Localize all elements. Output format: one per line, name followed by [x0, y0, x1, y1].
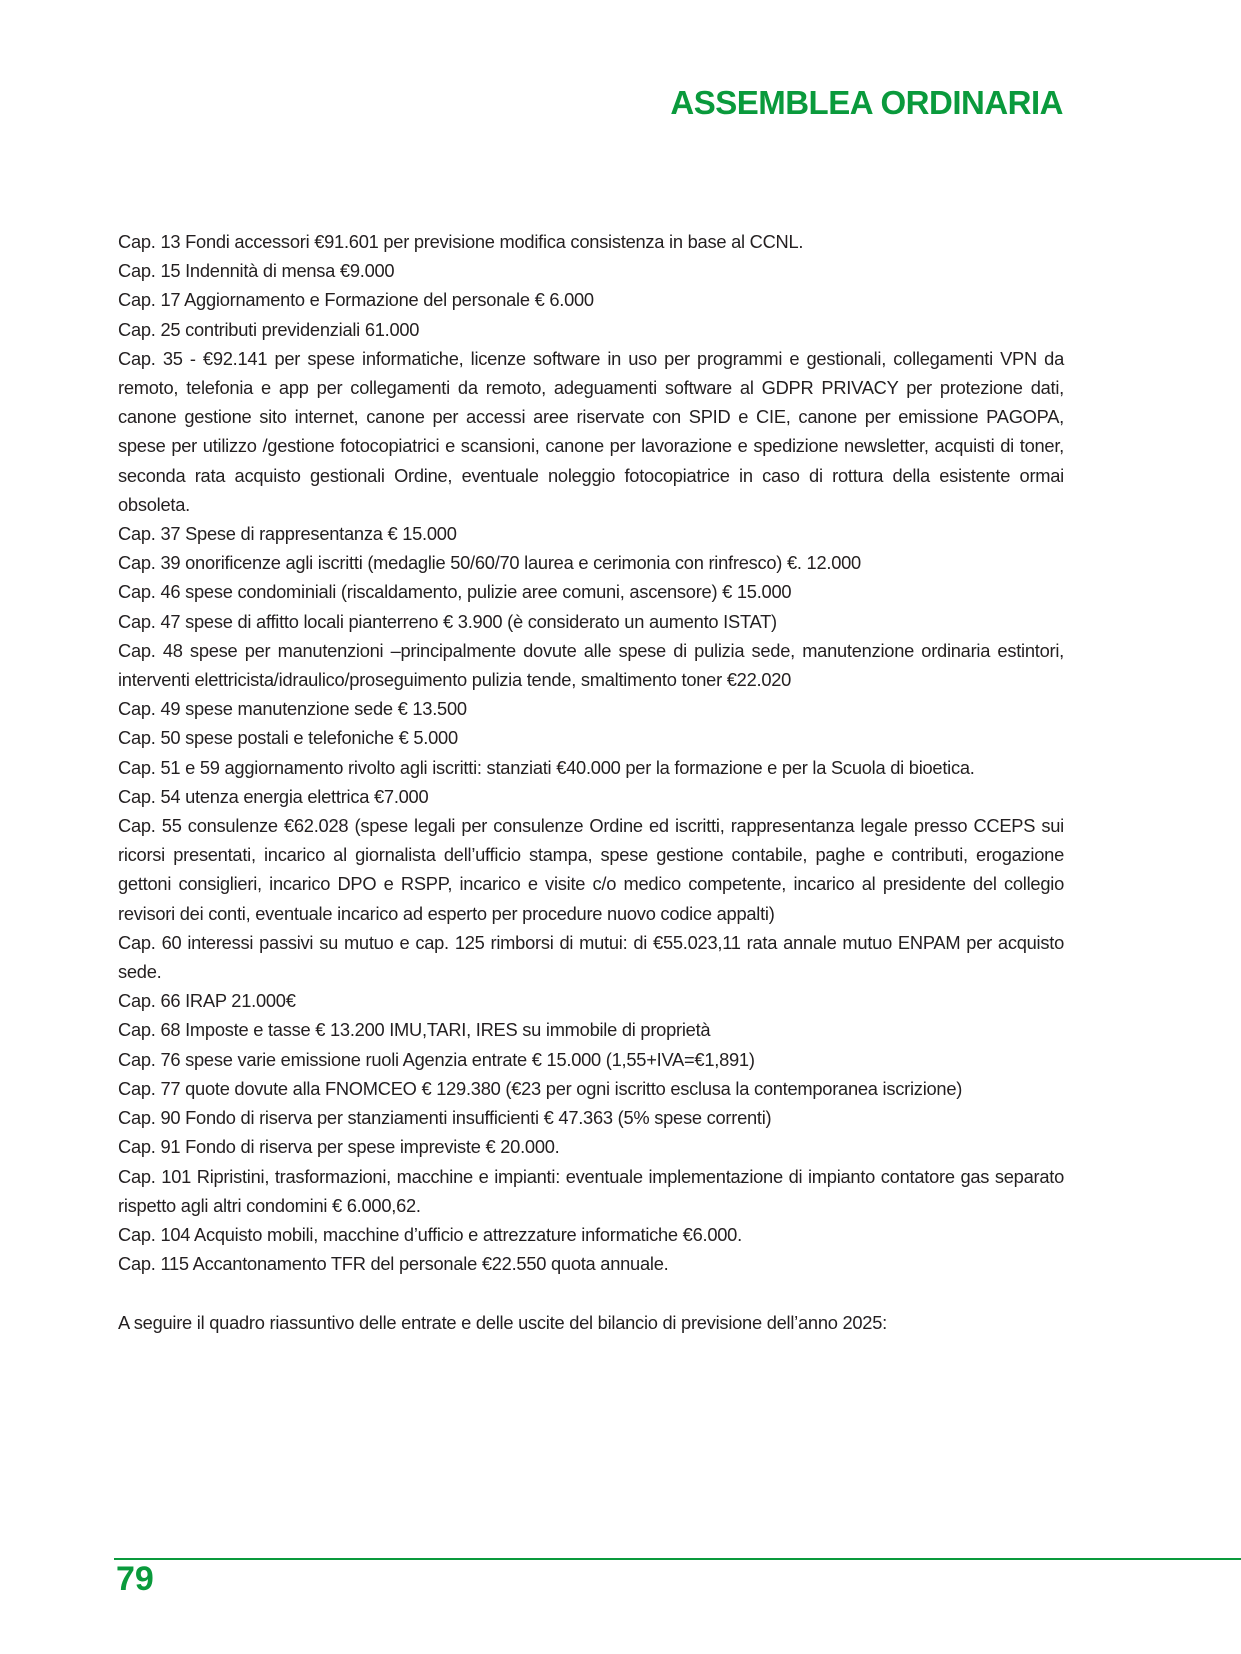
- budget-item-cap-76: Cap. 76 spese varie emissione ruoli Agenzia entrate € 15.000 (1,55+IVA=€1,891): [118, 1048, 755, 1070]
- page-number: 79: [116, 1560, 154, 1598]
- budget-item-cap-101: Cap. 101 Ripristini, trasformazioni, macchine e impianti: eventuale implementazione di impianto contatore gas separato rispetto agli altri condomini € 6.000,62.: [118, 1165, 1064, 1216]
- budget-item-cap-15: Cap. 15 Indennità di mensa €9.000: [118, 260, 395, 282]
- budget-item-cap-47: Cap. 47 spese di affitto locali pianterreno € 3.900 (è considerato un aumento ISTAT): [118, 610, 777, 632]
- budget-item-cap-104: Cap. 104 Acquisto mobili, macchine d’ufficio e attrezzature informatiche €6.000.: [118, 1223, 742, 1245]
- budget-item-cap-17: Cap. 17 Aggiornamento e Formazione del personale € 6.000: [118, 289, 594, 311]
- budget-item-cap-46: Cap. 46 spese condominiali (riscaldamento, pulizie aree comuni, ascensore) € 15.000: [118, 581, 792, 603]
- summary-paragraph: A seguire il quadro riassuntivo delle entrate e delle uscite del bilancio di previsione dell’anno 2025:: [118, 1312, 887, 1334]
- budget-item-cap-91: Cap. 91 Fondo di riserva per spese impreviste € 20.000.: [118, 1136, 560, 1158]
- budget-item-cap-115: Cap. 115 Accantonamento TFR del personale €22.550 quota annuale.: [118, 1253, 669, 1275]
- budget-item-cap-49: Cap. 49 spese manutenzione sede € 13.500: [118, 698, 467, 720]
- budget-items-list: [118, 227, 1064, 1338]
- budget-item-cap-60: Cap. 60 interessi passivi su mutuo e cap. 125 rimborsi di mutui: di €55.023,11 rata annale mutuo ENPAM per acquisto sede.: [118, 931, 1064, 983]
- budget-item-cap-35: Cap. 35 - €92.141 per spese informatiche, licenze software in uso per programmi e gestionali, collegamenti VPN da remoto, telefonia e app per collegamenti da remoto, adeguamenti software al GDPR PRIVACY per protezione dati, canone gestione sito internet, canone per accessi aree riservate con SPID e CIE, canone per emissione PAGOPA, spese per utilizzo /gestione fotocopiatrici e scansioni, canone per lavorazione e spedizione newsletter, acquisti di toner, seconda rata acquisto gestionali Ordine, eventuale noleggio fotocopiatrice in caso di rottura della esistente ormai obsoleta.: [118, 347, 1064, 515]
- budget-item-cap-39: Cap. 39 onorificenze agli iscritti (medaglie 50/60/70 laurea e cerimonia con rinfresco) €. 12.000: [118, 552, 861, 574]
- budget-item-cap-77: Cap. 77 quote dovute alla FNOMCEO € 129.380 (€23 per ogni iscritto esclusa la contemporanea iscrizione): [118, 1077, 963, 1099]
- budget-item-cap-37: Cap. 37 Spese di rappresentanza € 15.000: [118, 523, 457, 545]
- budget-item-cap-48: Cap. 48 spese per manutenzioni –principalmente dovute alle spese di pulizia sede, manutenzione ordinaria estintori, interventi elettricista/idraulico/proseguimento pulizia tende, smaltimento toner €22.020: [118, 639, 1064, 691]
- section-title: ASSEMBLEA ORDINARIA: [670, 84, 1063, 121]
- budget-item-cap-54: Cap. 54 utenza energia elettrica €7.000: [118, 785, 429, 807]
- budget-item-cap-68: Cap. 68 Imposte e tasse € 13.200 IMU,TARI, IRES su immobile di proprietà: [118, 1019, 711, 1041]
- budget-item-cap-90: Cap. 90 Fondo di riserva per stanziamenti insufficienti € 47.363 (5% spese correnti): [118, 1107, 772, 1129]
- budget-item-cap-13: Cap. 13 Fondi accessori €91.601 per previsione modifica consistenza in base al CCNL.: [118, 231, 804, 252]
- budget-item-cap-50: Cap. 50 spese postali e telefoniche € 5.000: [118, 727, 458, 749]
- budget-item-cap-25: Cap. 25 contributi previdenziali 61.000: [118, 318, 420, 340]
- budget-item-cap-66: Cap. 66 IRAP 21.000€: [118, 990, 296, 1012]
- budget-item-cap-55: Cap. 55 consulenze €62.028 (spese legali per consulenze Ordine ed iscritti, rappresentanza legale presso CCEPS sui ricorsi presentati, incarico al giornalista dell’ufficio stampa, spese gestione contabile, paghe e contributi, erogazione gettoni consiglieri, incarico DPO e RSPP, incarico e visite c/o medico competente, incarico al presidente del collegio revisori dei conti, eventuale incarico ad esperto per procedure nuovo codice appalti): [118, 815, 1064, 924]
- footer-divider: [114, 1558, 1241, 1560]
- budget-item-cap-51-59: Cap. 51 e 59 aggiornamento rivolto agli iscritti: stanziati €40.000 per la formazione e per la Scuola di bioetica.: [118, 756, 975, 778]
